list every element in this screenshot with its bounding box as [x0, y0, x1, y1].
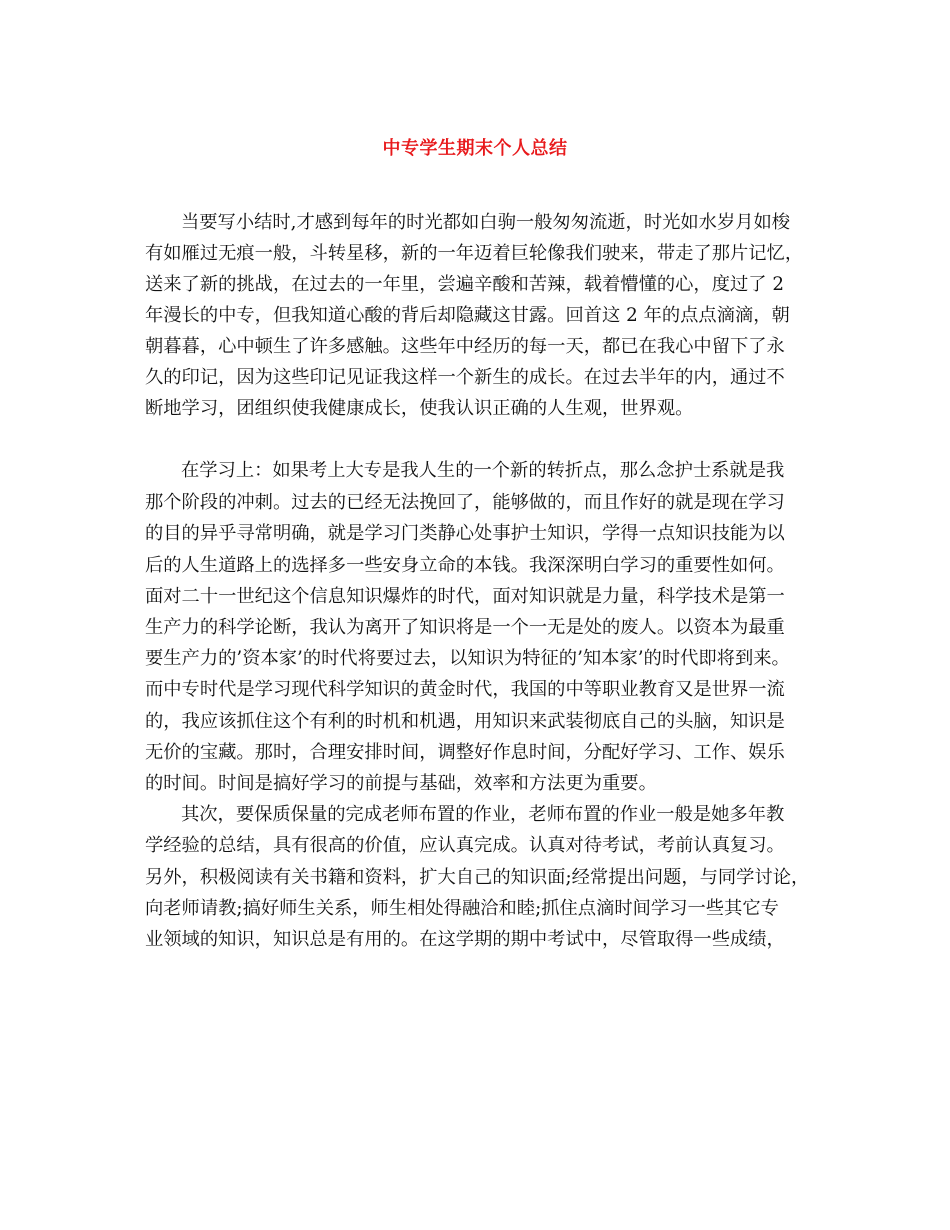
text-line: 向老师请教;搞好师生关系，师生相处得融洽和睦;抓住点滴时间学习一些其它专 [145, 898, 779, 919]
text-line: 业领域的知识，知识总是有用的。在这学期的期中考试中，尽管取得一些成绩， [145, 929, 785, 950]
text-line: 断地学习，团组织使我健康成长，使我认识正确的人生观，世界观。 [145, 398, 694, 419]
text-line: 朝暮暮，心中顿生了许多感触。这些年中经历的每一天，都已在我心中留下了永 [145, 336, 785, 357]
text-line: 年漫长的中专，但我知道心酸的背后却隐藏这甘露。回首这 2 年的点点滴滴，朝 [145, 305, 790, 326]
text-line: 久的印记，因为这些印记见证我这样一个新生的成长。在过去半年的内，通过不 [145, 367, 785, 388]
text-line: 生产力的科学论断，我认为离开了知识将是一个一无是处的废人。以资本为最重 [145, 617, 785, 638]
text-line: 有如雁过无痕一般，斗转星移，新的一年迈着巨轮像我们驶来，带走了那片记忆， [145, 243, 804, 264]
text-line: 当要写小结时,才感到每年的时光都如白驹一般匆匆流逝，时光如水岁月如梭 [181, 212, 791, 233]
text-line: 要生产力的’资本家’的时代将要过去，以知识为特征的’知本家’的时代即将到来。 [145, 648, 790, 669]
text-line: 送来了新的挑战，在过去的一年里，尝遍辛酸和苦辣，载着懵懂的心，度过了 2 [145, 274, 785, 295]
text-line: 其次，要保质保量的完成老师布置的作业，老师布置的作业一般是她多年教 [181, 804, 785, 825]
text-line: 学经验的总结，具有很高的价值，应认真完成。认真对待考试，考前认真复习。 [145, 835, 785, 856]
text-line: 面对二十一世纪这个信息知识爆炸的时代，面对知识就是力量，科学技术是第一 [145, 586, 785, 607]
text-line: 的，我应该抓住这个有利的时机和机遇，用知识来武装彻底自己的头脑，知识是 [145, 711, 785, 732]
text-line: 的目的异乎寻常明确，就是学习门类静心处事护士知识，学得一点知识技能为以 [145, 523, 785, 544]
text-line: 而中专时代是学习现代科学知识的黄金时代，我国的中等职业教育又是世界一流 [145, 679, 785, 700]
document-title: 中专学生期末个人总结 [382, 138, 568, 159]
text-line: 后的人生道路上的选择多一些安身立命的本钱。我深深明白学习的重要性如何。 [145, 555, 785, 576]
text-line: 的时间。时间是搞好学习的前提与基础，效率和方法更为重要。 [145, 773, 657, 794]
text-line: 另外，积极阅读有关书籍和资料，扩大自己的知识面;经常提出问题，与同学讨论， [145, 867, 810, 888]
text-line: 在学习上：如果考上大专是我人生的一个新的转折点，那么念护士系就是我 [181, 460, 785, 481]
text-line: 那个阶段的冲刺。过去的已经无法挽回了，能够做的，而且作好的就是现在学习 [145, 492, 785, 513]
text-line: 无价的宝藏。那时，合理安排时间，调整好作息时间，分配好学习、工作、娱乐 [145, 742, 785, 763]
